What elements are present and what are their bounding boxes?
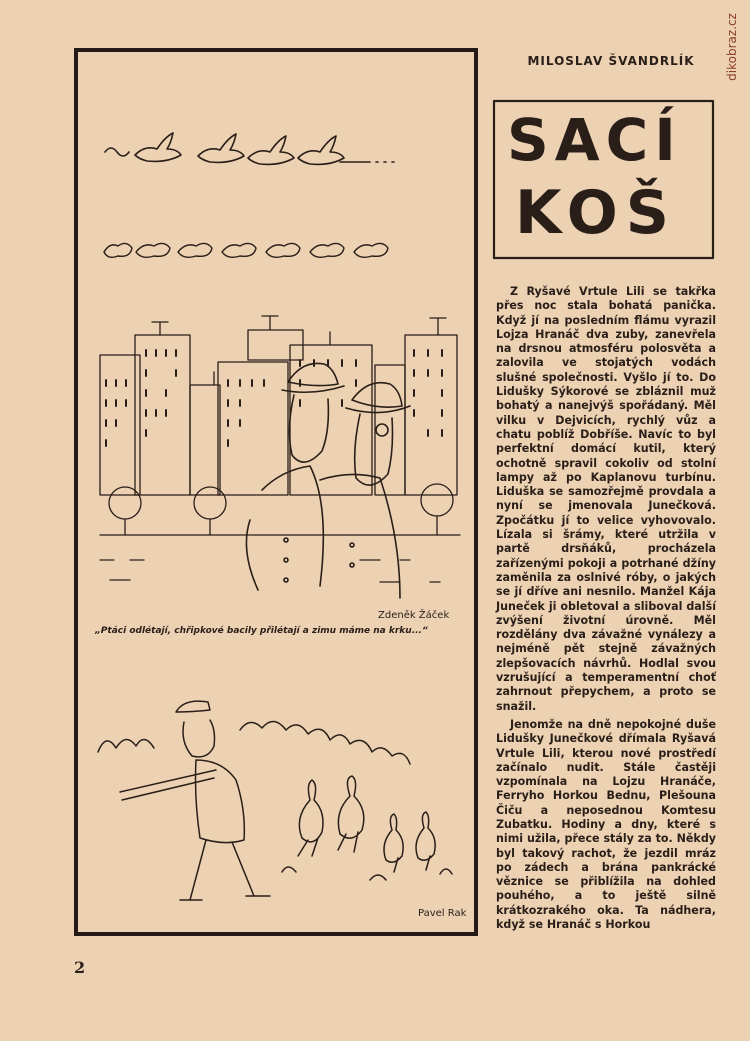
title-logo [493, 100, 714, 260]
title-line2: KOŠ [515, 178, 678, 248]
article-paragraph-2: Jenomže na dně nepokojné duše Lidušky Junečkové dřímala Ryšavá Vrtule Lili, kterou nové prostředí začínalo nudit. Stále častěji vzpomínala na Lojzu Hranáče, Ferryho Horkou Bednu, Plešouna Čiču a neposednou Komtesu Zubatku. Hodiny a dny, které s nimi užila, přece stály za to. Někdy byl takový rachot, že jezdil mráz po zádech a brána pankrácké věznice se přiblížila na dohled pouhého, a to ještě silně krátkozrakého oka. Ta nádhera, když se Hranáč s Horkou [496, 717, 716, 932]
title-line1: SACÍ [507, 106, 682, 174]
two-men-drawing [246, 363, 410, 598]
watermark-text: dikobraz.cz [725, 13, 739, 81]
hunter-drawing [98, 701, 452, 900]
article-body [496, 285, 716, 936]
author-name: MILOSLAV ŠVANDRLÍK [527, 54, 695, 68]
page-number: 2 [74, 958, 86, 977]
article-paragraph-1: Z Ryšavé Vrtule Lili se takřka přes noc stala bohatá panička. Když jí na posledním flámu vyrazil Lojza Hranáč dva zuby, zanevřela na drsnou atmosféru polosvěta a zalovila ve stojatých vodách slušné společnosti. Vyšlo jí to. Do Lidušky Sýkorové se zbláznil muž bohatý a nanejvýš spořádaný. Měl vilku v Dejvicích, rychlý vůz a chatu poblíž Dobříše. Navíc to byl perfektní domácí kutil, který ochotně spravil cokoliv od stolní lampy až po Kaplanovu turbínu. Liduška se samozřejmě provdala a nyní se jmenovala Junečková. Zpočátku jí to velice vyhovovalo. Lízala si šrámy, které utržila v partě drsňáků, procházela zařízenými pokoji a potrhané džíny zaměnila za oslnivé róby, o jakých se jí dříve ani nesnilo. Manžel Kája Juneček ji obletoval a sliboval další zvýšení životní úrovně. Měl rozdělány dva závažné vynálezy a nejméně pět stejně závažných zlepšovacích návrhů. Hodlal svou vzrušující a temperamentní choť zahrnout přepychem, a proto se snažil. [496, 285, 716, 713]
skyline-drawing [100, 316, 460, 582]
cartoon1-credit: Zdeněk Žáček [378, 610, 450, 621]
cartoon2-credit: Pavel Rak [418, 908, 467, 919]
cartoon1-caption: „Ptáci odlétají, chřipkové bacily přilétají a zimu máme na krku...“ [95, 626, 428, 636]
bacilli-drawing [104, 243, 388, 257]
birds-drawing [105, 133, 394, 164]
